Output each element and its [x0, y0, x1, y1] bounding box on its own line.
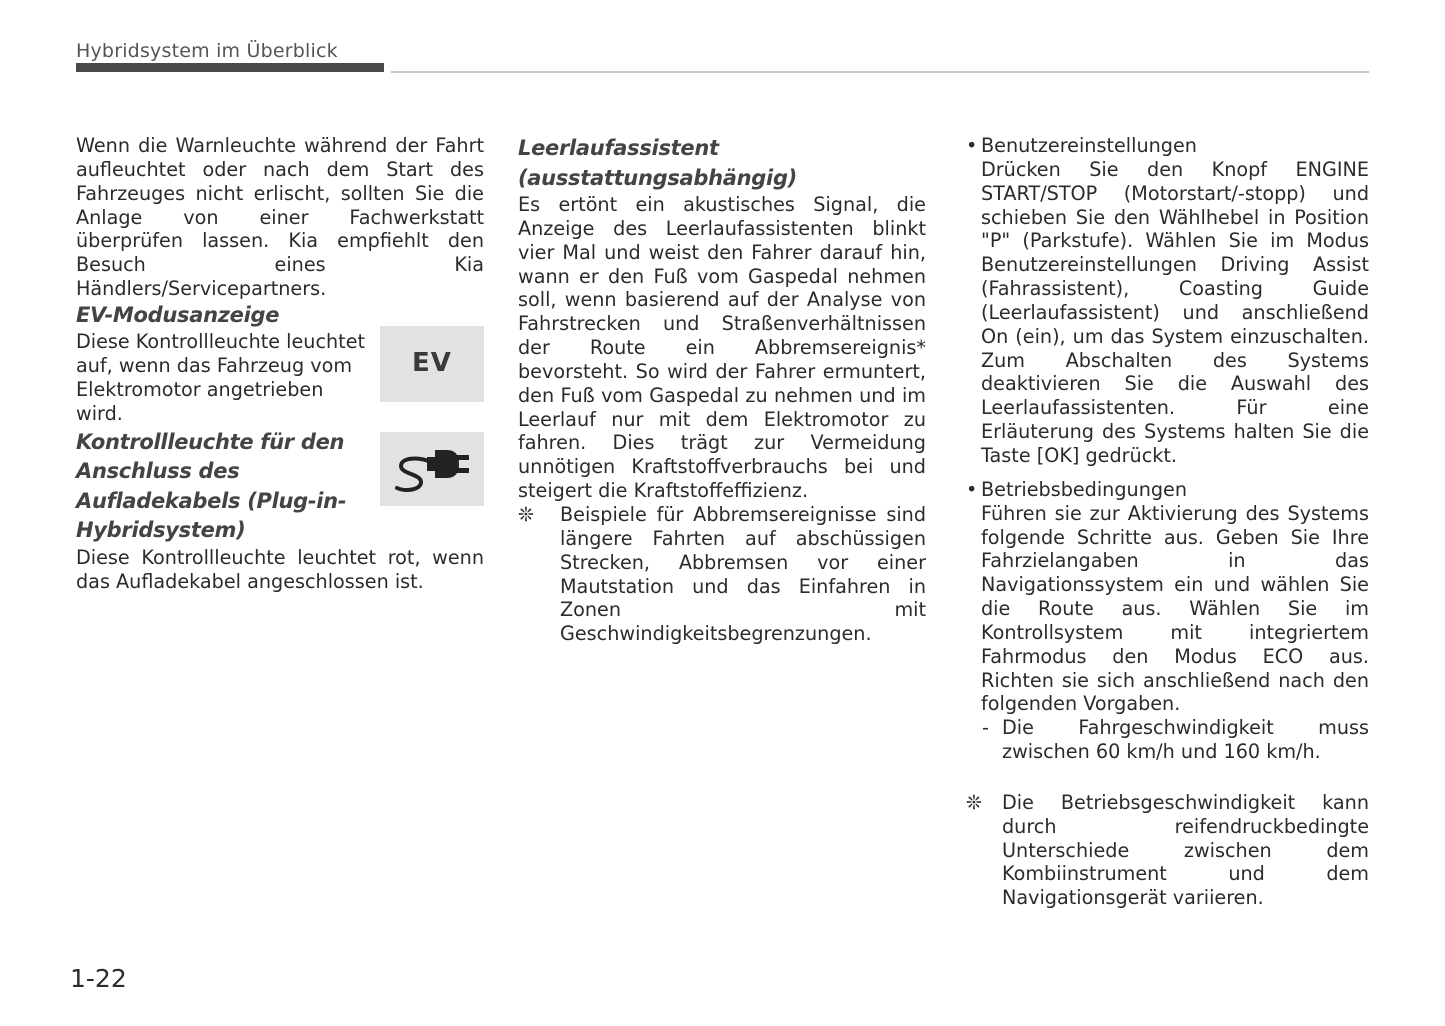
section-title: Hybridsystem im Überblick	[76, 40, 338, 62]
note-symbol-icon: ❊	[966, 790, 983, 814]
list-item-title: Benutzereinstellungen	[981, 134, 1197, 157]
note-symbol-icon: ❊	[518, 502, 535, 526]
note-text: Beispiele für Abbremsereignisse sind längere Fahrten auf abschüssigen Strecken, Abbremsen vor einer Mautstation und das Einfahren in Zonen mit Geschwindigkeitsbegrenzungen.	[560, 502, 926, 646]
sub-list-item	[982, 716, 1369, 764]
column-left	[76, 134, 484, 593]
note	[966, 791, 1369, 910]
column-middle	[518, 134, 926, 646]
header-rule	[391, 71, 1369, 73]
list-item-title: Betriebsbedingungen	[981, 477, 1187, 501]
plug-paragraph: Diese Kontrollleuchte leuchtet rot, wenn das Aufladekabel angeschlossen ist.	[76, 545, 484, 593]
ev-paragraph: Diese Kontrollleuchte leuchtet auf, wenn das Fahrzeug vom Elektromotor angetrieben wird.	[76, 330, 366, 425]
bullet-icon: •	[966, 134, 978, 157]
intro-paragraph: Wenn die Warnleuchte während der Fahrt aufleuchtet oder nach dem Start des Fahrzeuges nicht erlischt, sollten Sie die Anlage von einer Fachwerkstatt überprüfen lassen. Kia empfiehlt den Besuch eines Kia Händlers/Servicepartners.	[76, 134, 484, 301]
list-item-conditions	[966, 478, 1369, 716]
coasting-heading: Leerlaufassistent (ausstattungsabhängig)	[518, 136, 797, 190]
bullet-icon: •	[966, 477, 978, 501]
note-text: Die Betriebsgeschwindigkeit kann durch reifendruckbedingte Unterschiede zwischen dem Kombiinstrument und dem Navigationsgerät variieren.	[1002, 790, 1369, 910]
ev-indicator-icon	[380, 326, 484, 402]
coasting-paragraph: Es ertönt ein akustisches Signal, die Anzeige des Leerlaufassistenten blinkt vier Mal und weist den Fahrer darauf hin, wann er den Fuß vom Gaspedal nehmen soll, wenn basierend auf der Analyse von Fahrstrecken und Straßenverhältnissen der Route ein Abbremsereignis* bevorsteht. So wird der Fahrer ermuntert, den Fuß vom Gaspedal zu nehmen und im Leerlauf nur mit dem Elektromotor zu fahren. Dies trägt zur Vermeidung unnötigen Kraftstoffverbrauchs bei und steigert die Kraftstoffeffizienz.	[518, 193, 926, 503]
plug-icon	[380, 432, 484, 506]
note	[518, 503, 926, 646]
ev-icon-label: EV	[412, 348, 452, 379]
dash-icon: -	[982, 716, 989, 740]
page-number: 1-22	[70, 964, 127, 993]
list-item-settings	[966, 134, 1369, 468]
header-bar-accent	[76, 63, 384, 72]
list-item-text: Drücken Sie den Knopf ENGINE START/STOP (Motorstart/-stopp) und schieben Sie den Wählhebel in Position "P" (Parkstufe). Wählen Sie im Modus Benutzereinstellungen Driving Assist (Fahrassistent), Coasting Guide (Leerlaufassistent) und anschließend On (ein), um das System einzuschalten. Zum Abschalten des Systems deaktivieren Sie die Auswahl des Leerlaufassistenten. Für eine Erläuterung des Systems halten Sie die Taste [OK] gedrückt.	[981, 157, 1369, 467]
ev-heading: EV-Modusanzeige	[76, 302, 280, 327]
plug-heading: Kontrollleuchte für den Anschluss des Aufladekabels (Plug-in-Hybridsystem)	[76, 429, 347, 543]
column-right	[966, 134, 1369, 910]
list-item-text: Führen sie zur Aktivierung des Systems folgende Schritte aus. Geben Sie Ihre Fahrzielangaben in das Navigationssystem ein und wählen Sie die Route aus. Wählen Sie im Kontrollsystem mit integriertem Fahrmodus den Modus ECO aus. Richten sie sich anschließend nach den folgenden Vorgaben.	[981, 501, 1369, 716]
sub-list-text: Die Fahrgeschwindigkeit muss zwischen 60 km/h und 160 km/h.	[1002, 716, 1369, 764]
